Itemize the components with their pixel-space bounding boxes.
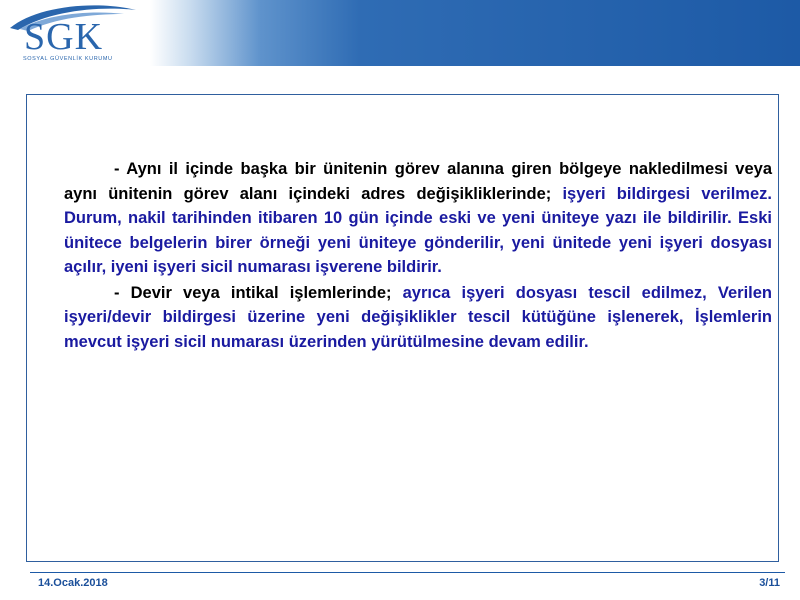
slide-body	[64, 157, 772, 355]
page-number: 3/11	[759, 577, 780, 589]
paragraph-2	[64, 281, 772, 355]
sgk-logo	[6, 2, 146, 64]
logo-text: SGK	[24, 16, 104, 58]
paragraph-1	[64, 157, 772, 280]
paragraph-2-intro: - Devir veya intikal işlemlerinde;	[114, 283, 392, 302]
logo-subtitle: SOSYAL GÜVENLİK KURUMU	[23, 56, 113, 62]
paragraph-1-detail: işyeri bildirgesi verilmez. Durum, nakil tarihinden itibaren 10 gün içinde eski ve yeni üniteye yazı ile bildirilir. Eski ünitece belgelerin birer örneği yeni üniteye gönderilir, yeni ünitede yeni işyeri dosyası açılır, iyeni işyeri sicil numarası işverene bildirir.	[64, 184, 772, 276]
header-banner	[0, 0, 800, 66]
paragraph-2-detail: ayrıca işyeri dosyası tescil edilmez, Verilen işyeri/devir bildirgesi üzerine yeni değişiklikler tescil kütüğüne işlenerek, İşlemlerin mevcut işyeri sicil numarası üzerinden yürütülmesine devam edilir.	[64, 283, 773, 351]
footer-divider	[30, 572, 785, 573]
footer-date: 14.Ocak.2018	[38, 577, 108, 589]
paragraph-1-intro: - Aynı il içinde başka bir ünitenin görev alanına giren bölgeye nakledilmesi veya aynı ünitenin görev alanı içindeki adres değişikliklerinde;	[64, 160, 772, 203]
